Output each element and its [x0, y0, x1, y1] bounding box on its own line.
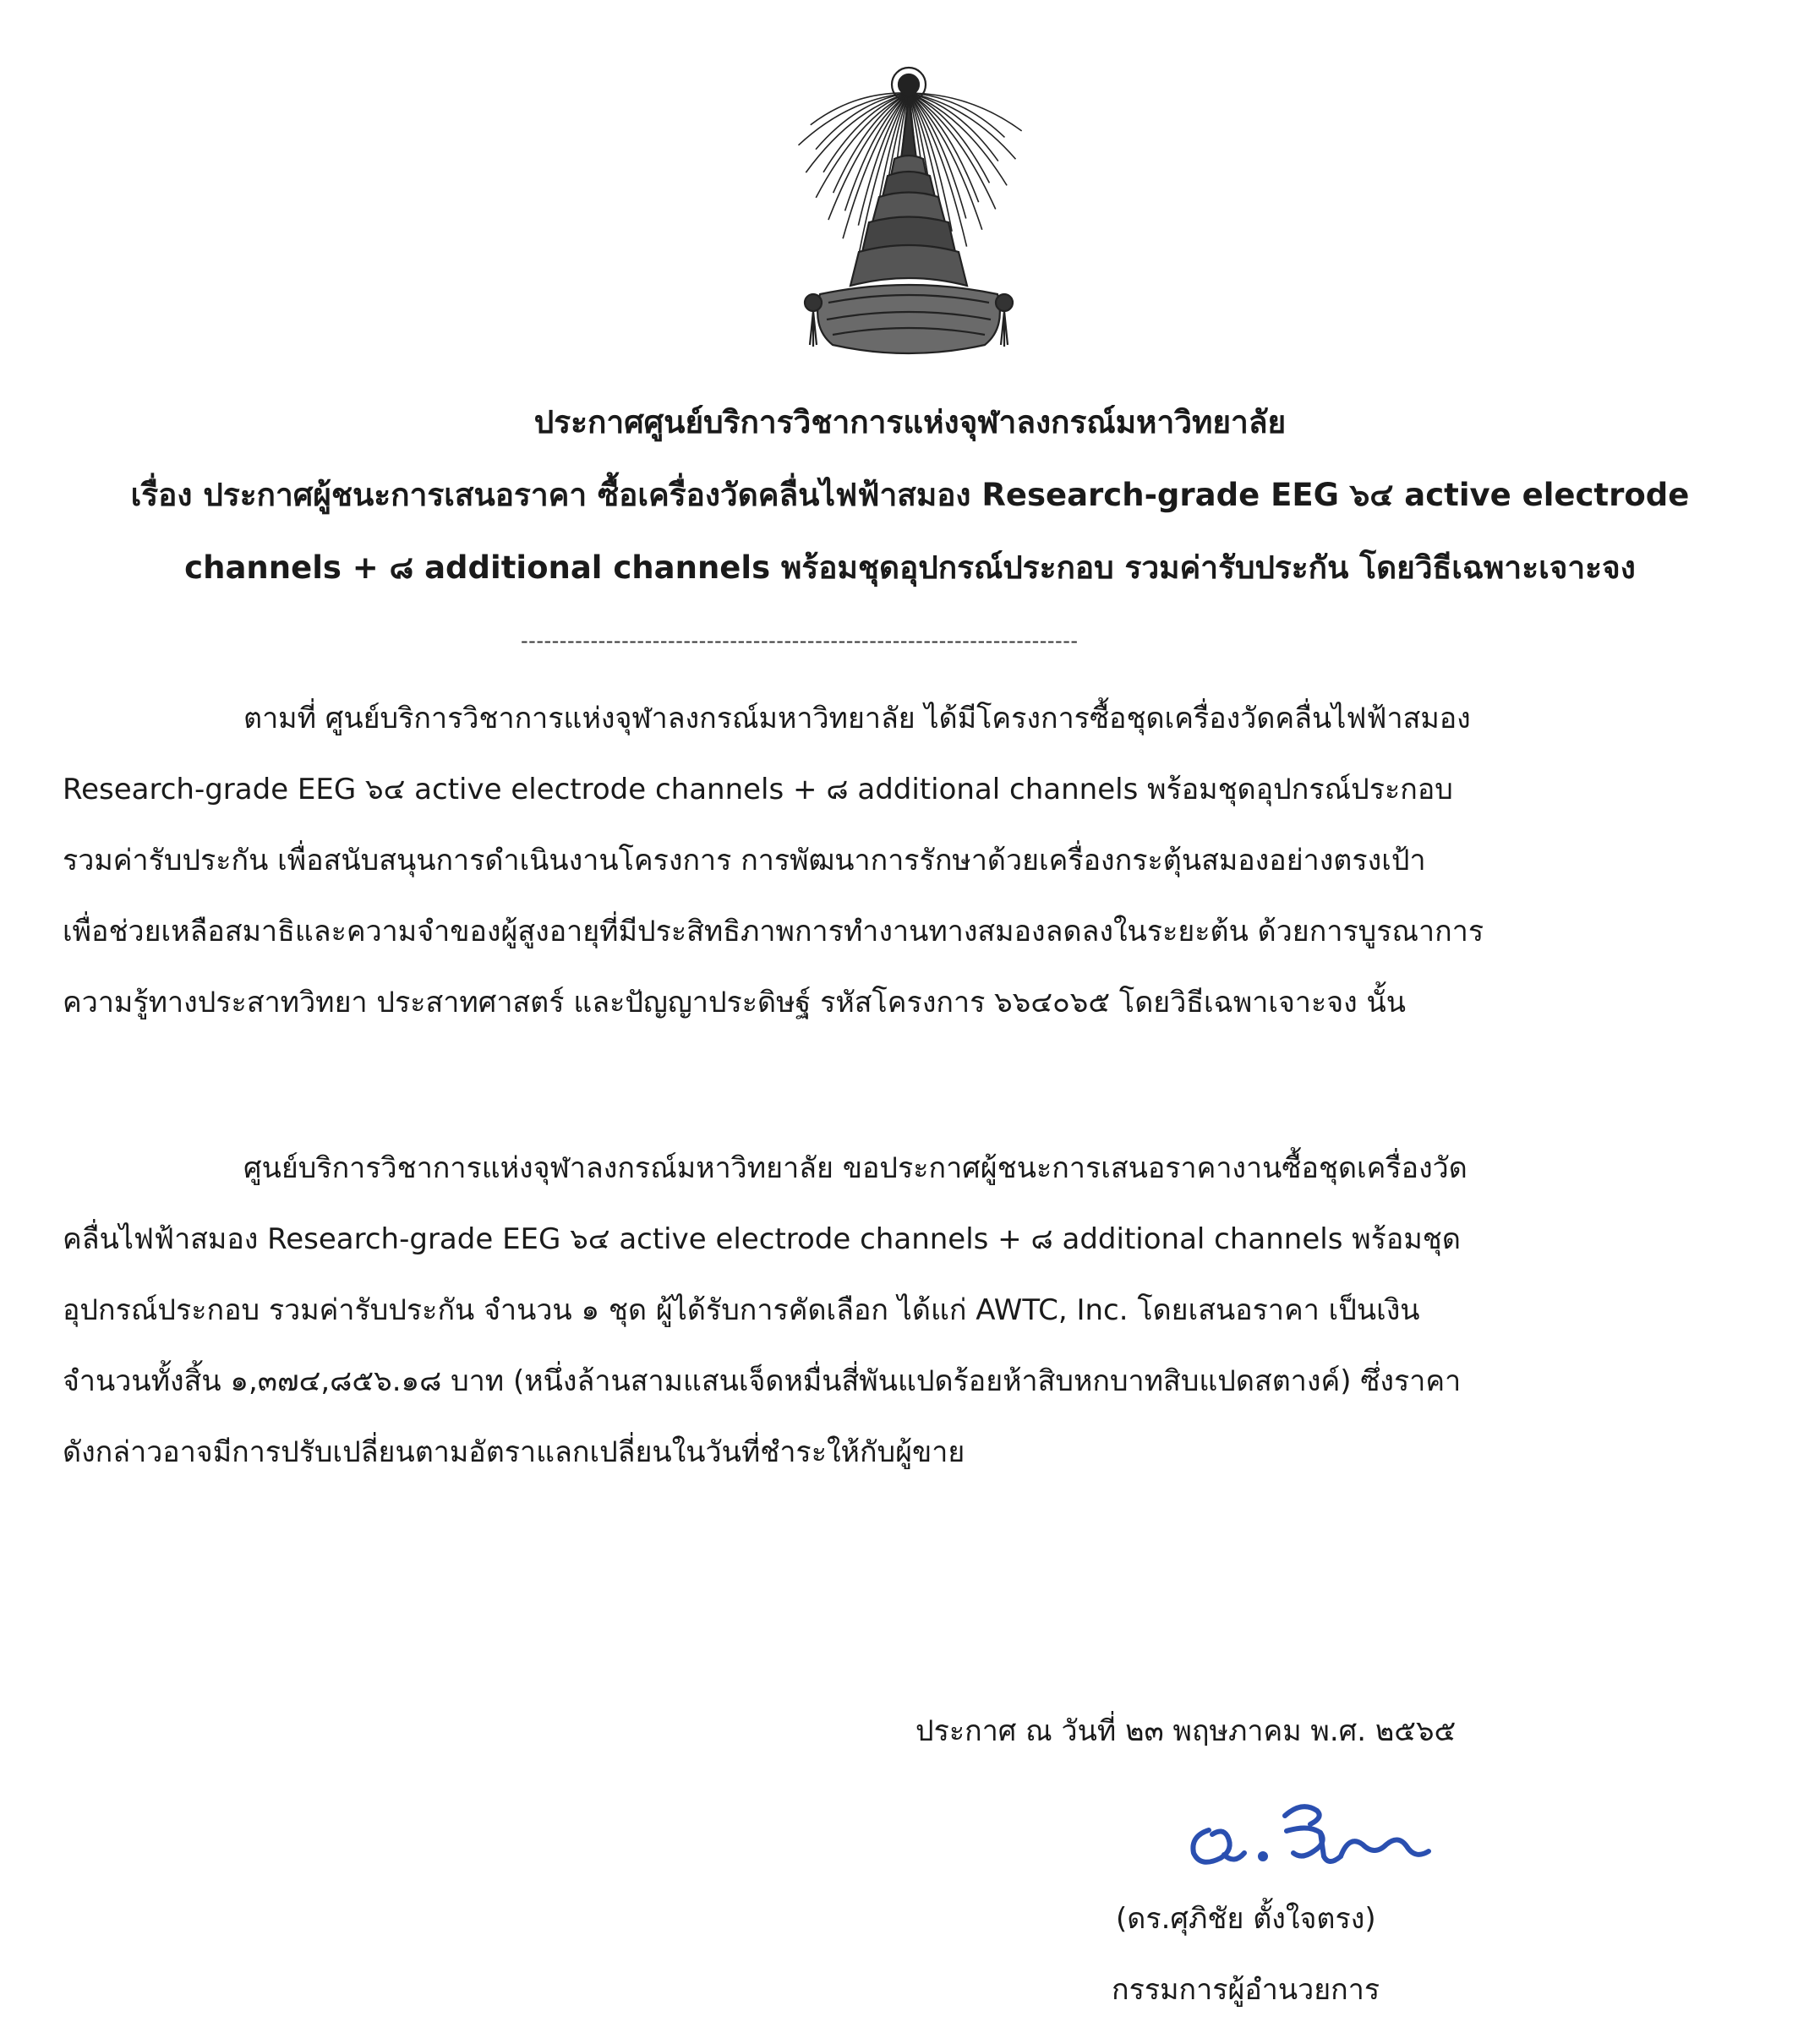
- paragraph-2-line: คลื่นไฟฟ้าสมอง Research-grade EEG ๖๔ active electrode channels + ๘ additional channels พร้อมชุด: [63, 1222, 1461, 1256]
- announcement-title: ประกาศศูนย์บริการวิชาการแห่งจุฬาลงกรณ์มหาวิทยาลัย: [533, 404, 1287, 440]
- paragraph-1-line: Research-grade EEG ๖๔ active electrode channels + ๘ additional channels พร้อมชุดอุปกรณ์ประกอบ: [63, 773, 1453, 806]
- paragraph-1-line: ตามที่ ศูนย์บริการวิชาการแห่งจุฬาลงกรณ์มหาวิทยาลัย ได้มีโครงการซื้อชุดเครื่องวัดคลื่นไฟฟ้าสมอง: [243, 702, 1471, 735]
- paragraph-1-line: รวมค่ารับประกัน เพื่อสนับสนุนการดำเนินงานโครงการ การพัฒนาการรักษาด้วยเครื่องกระตุ้นสมองอย่างตรงเป้า: [63, 844, 1426, 877]
- signer-name: (ดร.ศุภิชัย ตั้งใจตรง): [1116, 1902, 1376, 1936]
- handwritten-signature: [1175, 1784, 1446, 1877]
- paragraph-1-line: ความรู้ทางประสาทวิทยา ประสาทศาสตร์ และปัญญาประดิษฐ์ รหัสโครงการ ๖๖๔๐๖๕ โดยวิธีเฉพาเจาะจง นั้น: [63, 986, 1407, 1019]
- paragraph-2-line: จำนวนทั้งสิ้น ๑,๓๗๔,๘๕๖.๑๘ บาท (หนึ่งล้านสามแสนเจ็ดหมื่นสี่พันแปดร้อยห้าสิบหกบาทสิบแปดสตางค์) ซึ่งราคา: [63, 1364, 1462, 1398]
- paragraph-2-line: ดังกล่าวอาจมีการปรับเปลี่ยนตามอัตราแลกเปลี่ยนในวันที่ชำระให้กับผู้ขาย: [63, 1435, 965, 1469]
- paragraph-1-line: เพื่อช่วยเหลือสมาธิและความจำของผู้สูงอายุที่มีประสิทธิภาพการทำงานทางสมองลดลงในระยะต้น ด้วยการบูรณาการ: [63, 915, 1484, 948]
- chulalongkorn-emblem-icon: [795, 49, 1023, 379]
- announcement-subject-line-2: channels + ๘ additional channels พร้อมชุดอุปกรณ์ประกอบ รวมค่ารับประกัน โดยวิธีเฉพาะเจาะจง: [184, 549, 1636, 586]
- announcement-date: ประกาศ ณ วันที่ ๒๓ พฤษภาคม พ.ศ. ๒๕๖๕: [915, 1714, 1457, 1748]
- signer-title: กรรมการผู้อำนวยการ: [1112, 1973, 1380, 2007]
- paragraph-2-line: อุปกรณ์ประกอบ รวมค่ารับประกัน จำนวน ๑ ชุด ผู้ได้รับการคัดเลือก ได้แก่ AWTC, Inc. โดยเสนอราคา เป็นเงิน: [63, 1293, 1420, 1327]
- paragraph-2-line: ศูนย์บริการวิชาการแห่งจุฬาลงกรณ์มหาวิทยาลัย ขอประกาศผู้ชนะการเสนอราคางานซื้อชุดเครื่องวัด: [243, 1151, 1467, 1185]
- separator-line: ------------------------------------------------------------------------: [521, 629, 1079, 653]
- announcement-subject-line-1: เรื่อง ประกาศผู้ชนะการเสนอราคา ซื้อเครื่องวัดคลื่นไฟฟ้าสมอง Research-grade EEG ๖๔ active electrode: [130, 477, 1690, 513]
